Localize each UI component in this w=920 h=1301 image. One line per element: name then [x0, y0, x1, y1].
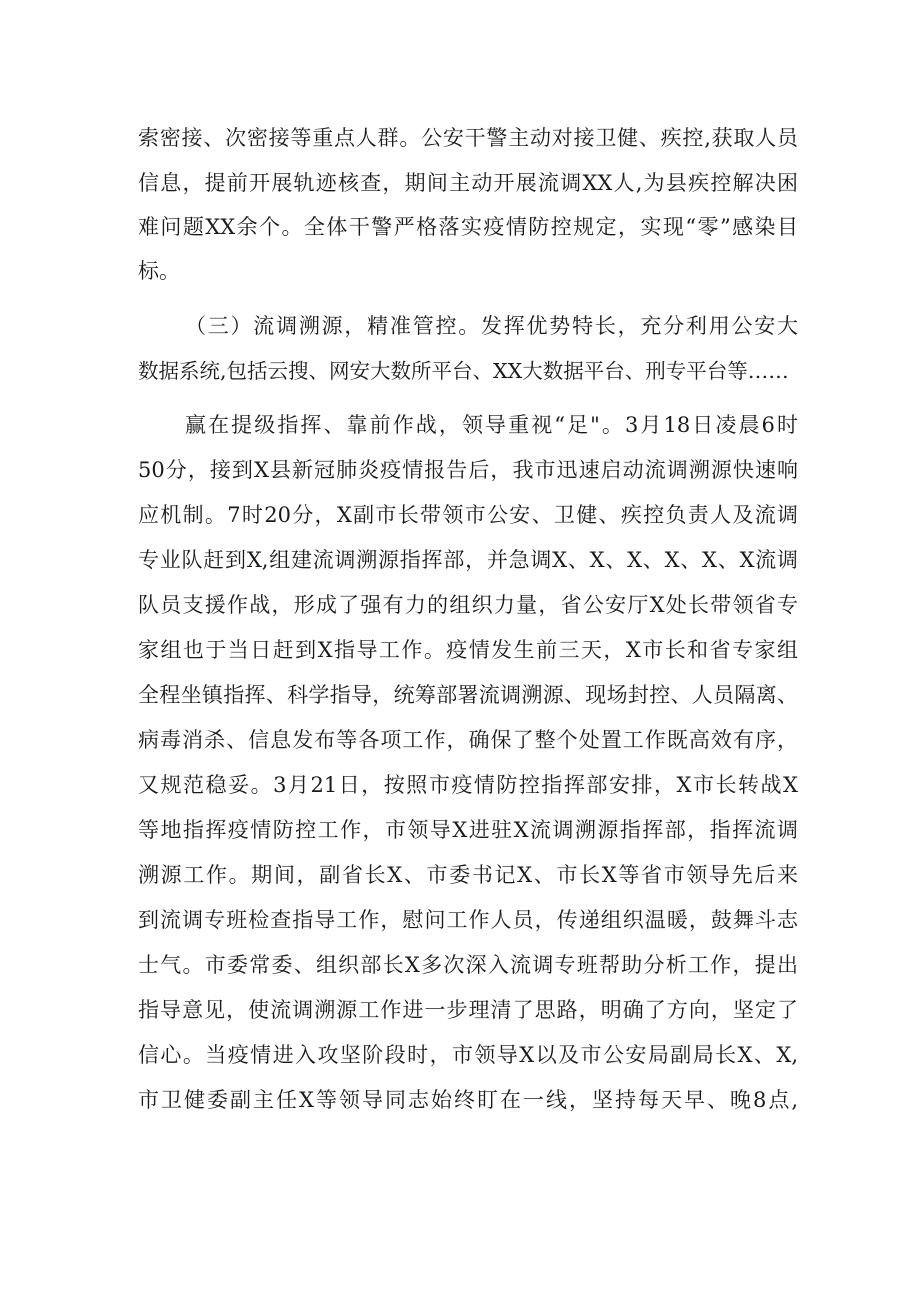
text-line-14: 病毒消杀、信息发布等各项工作，确保了整个处置工作既高效有序，: [138, 728, 798, 752]
text-line-18: 到流调专班检查指导工作，慰问工作人员，传递组织温暖，鼓舞斗志: [138, 908, 798, 932]
text-line-3: 难问题XX余个。全体干警严格落实疫情防控规定，实现“零”感染目: [138, 215, 798, 239]
text-line-22: 市卫健委副主任X等领导同志始终盯在一线，坚持每天早、晚8点,: [138, 1088, 798, 1112]
section-heading-line: （三）流调溯源，精准管控。发挥优势特长，充分利用公安大: [185, 314, 798, 338]
text-line-4: 标。: [138, 259, 180, 283]
paragraph-start-line: 赢在提级指挥、靠前作战，领导重视“足"。3月18日凌晨6时: [185, 413, 798, 437]
text-line-11: 队员支援作战，形成了强有力的组织力量，省公安厅X处长带领省专: [138, 593, 798, 617]
text-line-16: 等地指挥疫情防控工作，市领导X进驻X流调溯源指挥部，指挥流调: [138, 818, 798, 842]
text-line-10: 专业队赶到X,组建流调溯源指挥部，并急调X、X、X、X、X、X流调: [138, 548, 798, 572]
text-line-19: 士气。市委常委、组织部长X多次深入流调专班帮助分析工作，提出: [138, 953, 798, 977]
text-line-2: 信息，提前开展轨迹核查，期间主动开展流调XX人,为县疾控解决困: [138, 171, 798, 195]
text-line-15: 又规范稳妥。3月21日，按照市疫情防控指挥部安排，X市长转战X: [138, 773, 798, 797]
text-line-1: 索密接、次密接等重点人群。公安干警主动对接卫健、疾控,获取人员: [138, 126, 798, 150]
text-line-21: 信心。当疫情进入攻坚阶段时，市领导X以及市公安局副局长X、X,: [138, 1043, 798, 1067]
text-line-12: 家组也于当日赶到X指导工作。疫情发生前三天，X市长和省专家组: [138, 638, 798, 662]
text-line-17: 溯源工作。期间，副省长X、市委书记X、市长X等省市领导先后来: [138, 863, 798, 887]
text-line-8: 50分，接到X县新冠肺炎疫情报告后，我市迅速启动流调溯源快速响: [138, 458, 798, 482]
text-line-13: 全程坐镇指挥、科学指导，统筹部署流调溯源、现场封控、人员隔离、: [138, 683, 798, 707]
text-line-20: 指导意见，使流调溯源工作进一步理清了思路，明确了方向，坚定了: [138, 998, 798, 1022]
text-line-9: 应机制。7时20分，X副市长带领市公安、卫健、疾控负责人及流调: [138, 503, 798, 527]
text-line-6: 数据系统,包括云搜、网安大数所平台、XX大数据平台、刑专平台等……: [138, 359, 789, 383]
